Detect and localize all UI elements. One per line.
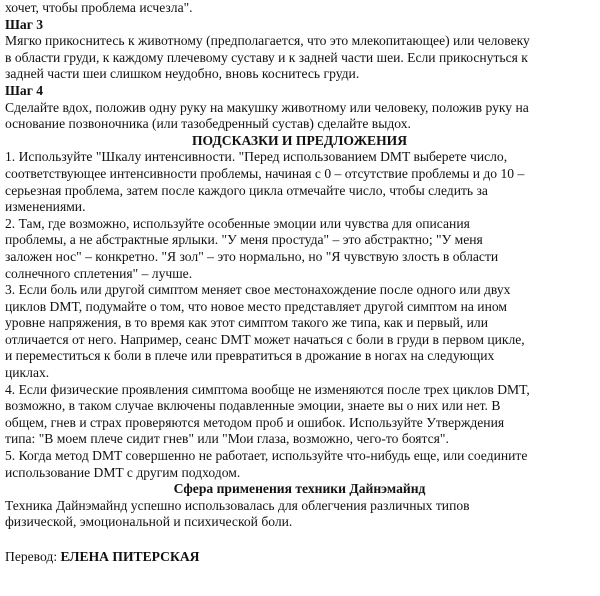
text-line: возможно, в таком случае включены подавленные эмоции, знаете вы о них или нет. В: [5, 398, 501, 414]
step-3-title: Шаг 3: [5, 16, 44, 32]
text-line: общем, гнев и страх проверяются методом проб и ошибок. Используйте Утверждения: [5, 414, 505, 430]
translator-label: Перевод:: [5, 549, 58, 564]
text-line: проблемы, а не абстрактные ярлыки. "У меня простуда" – это абстрактно; "У меня: [5, 232, 483, 248]
text-line: 1. Используйте "Шкалу интенсивности. "Перед использованием DMT выберете число,: [5, 149, 508, 165]
text-line: физической, эмоциональной и психической боли.: [5, 514, 293, 530]
text-line: и переместиться к боли в плече или превратиться в дрожание в ногах на следующих: [5, 348, 495, 364]
text-line: циклах.: [5, 365, 50, 381]
text-line: задней части шеи слишком неудобно, вновь коснитесь груди.: [5, 66, 360, 82]
text-line: Техника Дайнэмайнд успешно использовалась для облегчения различных типов: [5, 497, 470, 513]
text-line: 5. Когда метод DMT совершенно не работает, используйте что-нибудь еще, или соедините: [5, 448, 528, 464]
text-line: основание позвоночника (или тазобедренный сустав) сделайте выдох.: [5, 116, 411, 132]
text-line: отличается от него. Например, сеанс DMT может начаться с боли в груди в первом цикле,: [5, 331, 525, 347]
text-line: заложен нос" – конкретно. "Я зол" – это нормально, но "Я чувствую злость в области: [5, 248, 499, 264]
text-line: 2. Там, где возможно, используйте особенные эмоции или чувства для описания: [5, 215, 470, 231]
translator-credit: [5, 549, 594, 566]
text-line: Сделайте вдох, положив одну руку на макушку животному или человеку, положив руку на: [5, 99, 529, 115]
text-line: соответствующее интенсивности проблемы, начиная с 0 – отсутствие проблемы и до 10 –: [5, 165, 525, 181]
tips-heading: ПОДСКАЗКИ И ПРЕДЛОЖЕНИЯ: [191, 132, 408, 148]
text-line: солнечного сплетения" – лучше.: [5, 265, 193, 281]
text-line: использование DMT с другим подходом.: [5, 464, 241, 480]
text-line: 3. Если боль или другой симптом меняет свое местонахождение после одного или двух: [5, 282, 511, 298]
translator-name: ЕЛЕНА ПИТЕРСКАЯ: [60, 549, 200, 564]
text-line: изменениями.: [5, 199, 86, 215]
scope-heading: Сфера применения техники Дайнэмайнд: [173, 481, 426, 497]
text-line: серьезная проблема, затем после каждого цикла отмечайте число, чтобы следить за: [5, 182, 488, 198]
text-line: циклов DMT, подумайте о том, что новое место представляет другой симптом на ином: [5, 298, 507, 314]
text-line: в области груди, к каждому плечевому суставу и к задней части шеи. Если прикоснуться к: [5, 49, 528, 65]
spacer: [5, 531, 594, 549]
text-line: 4. Если физические проявления симптома вообще не изменяются после трех циклов DMT,: [5, 381, 530, 397]
text-line: хочет, чтобы проблема исчезла".: [5, 0, 193, 15]
text-line: Мягко прикоснитесь к животному (предполагается, что это млекопитающее) или человеку: [5, 33, 530, 49]
text-line: типа: "В моем плече сидит гнев" или "Мои глаза, возможно, чего-то боятся".: [5, 431, 449, 447]
step-4-title: Шаг 4: [5, 82, 44, 98]
text-line: уровне напряжения, в то время как этот симптом такого же типа, как и первый, или: [5, 315, 488, 331]
